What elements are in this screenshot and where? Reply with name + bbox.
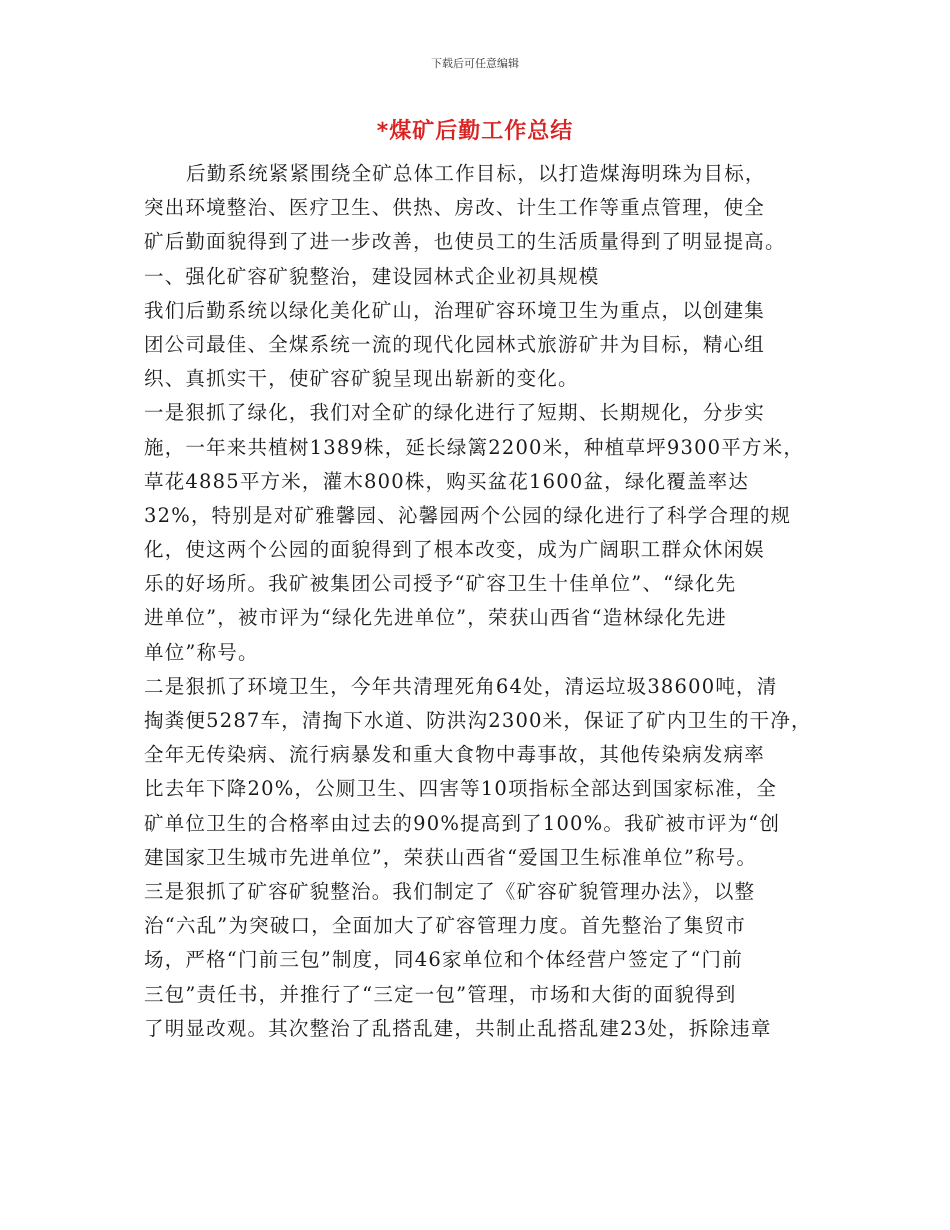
paragraph-line: 掏粪便5287车，清掏下水道、防洪沟2300米，保证了矿内卫生的干净， bbox=[144, 709, 812, 732]
paragraph-line: 突出环境整治、医疗卫生、供热、房改、计生工作等重点管理，使全 bbox=[144, 196, 766, 220]
paragraph-line: 团公司最佳、全煤系统一流的现代化园林式旅游矿井为目标，精心组 bbox=[144, 332, 766, 356]
document-title: *煤矿后勤工作总结 bbox=[376, 119, 574, 144]
paragraph-line: 二是狠抓了环境卫生，今年共清理死角64处，清运垃圾38600吨，清 bbox=[144, 674, 778, 698]
paragraph-line: 后勤系统紧紧围绕全矿总体工作目标，以打造煤海明珠为目标， bbox=[186, 162, 766, 185]
section-heading: 一、强化矿容矿貌整治，建设园林式企业初具规模 bbox=[144, 264, 600, 288]
paragraph-line: 矿后勤面貌得到了进一步改善，也使员工的生活质量得到了明显提高。 bbox=[144, 230, 786, 254]
document-body bbox=[144, 157, 824, 1046]
paragraph-line: 乐的好场所。我矿被集团公司授予“矿容卫生十佳单位”、“绿化先 bbox=[144, 572, 737, 596]
paragraph-line: 治“六乱”为突破口，全面加大了矿容管理力度。首先整治了集贸市 bbox=[144, 914, 746, 938]
paragraph-line: 施，一年来共植树1389株，延长绿篱2200米，种植草坪9300平方米， bbox=[144, 435, 805, 459]
paragraph-line: 化，使这两个公园的面貌得到了根本改变，成为广阔职工群众休闲娱 bbox=[144, 538, 766, 562]
paragraph-line: 场，严格“门前三包”制度，同46家单位和个体经营户签定了“门前 bbox=[144, 948, 743, 972]
paragraph-line: 三是狠抓了矿容矿貌整治。我们制定了《矿容矿貌管理办法》，以整 bbox=[144, 879, 756, 903]
paragraph-line: 织、真抓实干，使矿容矿貌呈现出崭新的变化。 bbox=[144, 367, 579, 391]
page-header: 下载后可任意编辑 bbox=[431, 57, 519, 70]
paragraph-line: 了明显改观。其次整治了乱搭乱建，共制止乱搭乱建23处，拆除违章 bbox=[144, 1016, 772, 1040]
paragraph-line: 全年无传染病、流行病暴发和重大食物中毒事故，其他传染病发病率 bbox=[144, 743, 766, 767]
paragraph-line: 建国家卫生城市先进单位”，荣获山西省“爱国卫生标准单位”称号。 bbox=[144, 845, 758, 869]
paragraph-line: 我们后勤系统以绿化美化矿山，治理矿容环境卫生为重点，以创建集 bbox=[144, 298, 766, 322]
paragraph-line: 单位”称号。 bbox=[144, 640, 259, 664]
paragraph-line: 矿单位卫生的合格率由过去的90%提高到了100%。我矿被市评为“创 bbox=[144, 811, 781, 835]
paragraph-line: 比去年下降20%，公厕卫生、四害等10项指标全部达到国家标准，全 bbox=[144, 777, 778, 801]
paragraph-line: 进单位”，被市评为“绿化先进单位”，荣获山西省“造林绿化先进 bbox=[144, 606, 727, 630]
paragraph-line: 一是狠抓了绿化，我们对全矿的绿化进行了短期、长期规化，分步实 bbox=[144, 401, 766, 425]
paragraph-line: 32%，特别是对矿雅馨园、沁馨园两个公园的绿化进行了科学合理的规 bbox=[144, 503, 792, 527]
paragraph-line: 三包”责任书，并推行了“三定一包”管理，市场和大街的面貌得到 bbox=[144, 982, 737, 1006]
paragraph-line: 草花4885平方米，灌木800株，购买盆花1600盆，绿化覆盖率达 bbox=[144, 469, 750, 493]
